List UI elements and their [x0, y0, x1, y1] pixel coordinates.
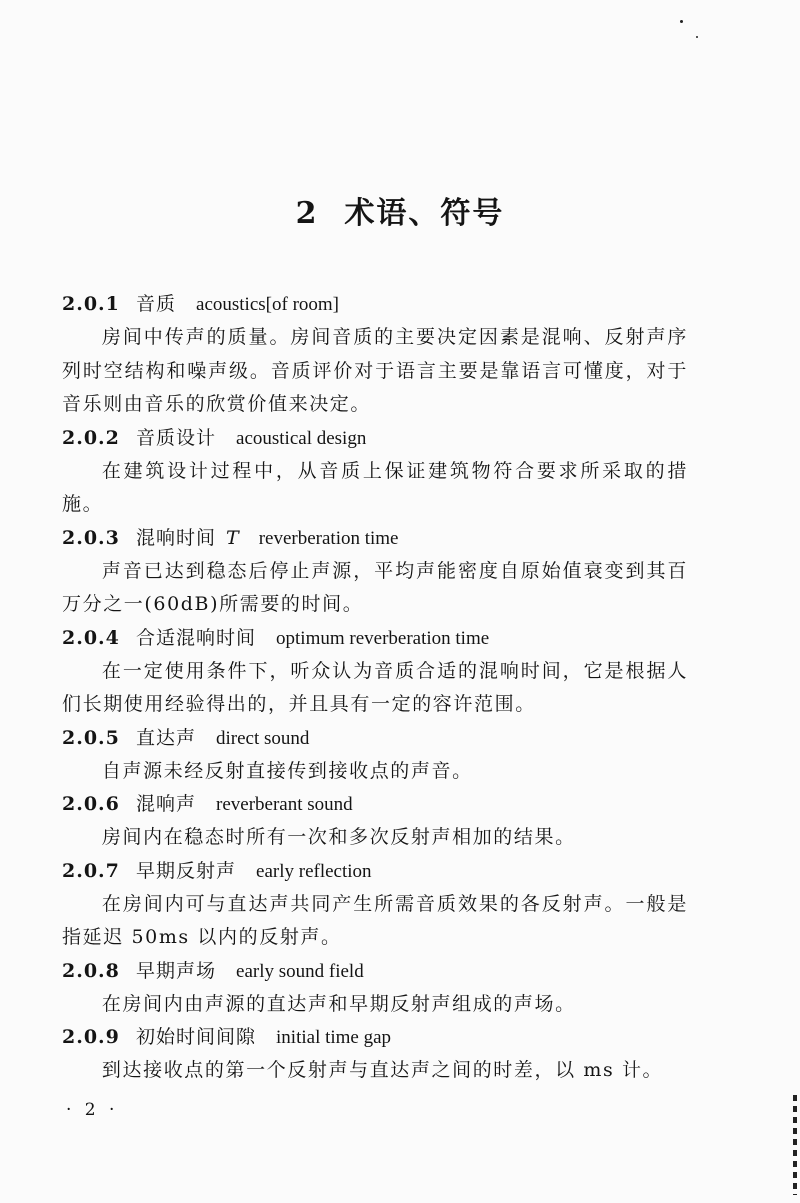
scan-edge-mark	[793, 1095, 797, 1195]
term-chinese: 音质设计	[136, 426, 217, 449]
term-number: 2.0.7	[62, 859, 120, 882]
term-chinese: 早期反射声	[136, 859, 237, 882]
term-symbol: T	[226, 526, 239, 549]
term-number: 2.0.3	[62, 526, 120, 549]
term-number: 2.0.2	[62, 426, 120, 449]
term-number: 2.0.6	[62, 793, 120, 815]
term-definition: 在房间内可与直达声共同产生所需音质效果的各反射声。一般是指延迟 50ms 以内的反射声。	[62, 892, 688, 948]
term-definition: 到达接收点的第一个反射声与直达声之间的时差，以 ms 计。	[101, 1059, 664, 1081]
chapter-heading: 术语、符号	[344, 196, 505, 231]
term-definition: 房间中传声的质量。房间音质的主要决定因素是混响、反射声序列时空结构和噪声级。音质评价对于语言主要是靠语言可懂度，对于音乐则由音乐的欣赏价值来决定。	[62, 326, 688, 415]
term-entry	[62, 788, 688, 855]
term-heading	[62, 288, 688, 321]
term-english: acoustical design	[236, 427, 367, 449]
term-heading	[62, 788, 688, 821]
term-heading	[62, 855, 688, 888]
term-definition: 在一定使用条件下，听众认为音质合适的混响时间，它是根据人们长期使用经验得出的，并且具有一定的容许范围。	[62, 659, 688, 715]
term-entry	[62, 955, 688, 1022]
page-number: · 2 ·	[66, 1100, 119, 1120]
scan-dot	[680, 20, 683, 23]
term-number: 2.0.5	[62, 726, 120, 749]
term-heading	[62, 722, 688, 755]
chapter-title	[0, 188, 800, 232]
term-entry	[62, 622, 688, 722]
term-number: 2.0.9	[62, 1026, 120, 1048]
term-english: optimum reverberation time	[276, 627, 490, 649]
term-heading	[62, 622, 688, 655]
term-entry	[62, 722, 688, 789]
term-number: 2.0.1	[62, 293, 120, 315]
term-entry	[62, 422, 688, 522]
term-definition: 在建筑设计过程中，从音质上保证建筑物符合要求所采取的措施。	[62, 459, 688, 515]
term-chinese: 混响声	[136, 793, 197, 815]
term-definition: 声音已达到稳态后停止声源，平均声能密度自原始值衰变到其百万分之一(60dB)所需要的时间。	[62, 559, 688, 615]
term-chinese: 混响时间	[136, 526, 217, 549]
term-definition: 在房间内由声源的直达声和早期反射声组成的声场。	[101, 992, 576, 1015]
term-number: 2.0.4	[62, 626, 120, 649]
term-entry	[62, 288, 688, 422]
scan-dot	[696, 36, 698, 38]
term-entry	[62, 855, 688, 955]
term-heading	[62, 1021, 688, 1054]
term-english: reverberation time	[258, 527, 399, 549]
term-heading	[62, 522, 688, 555]
term-english: early reflection	[256, 860, 372, 882]
term-english: reverberant sound	[216, 794, 353, 815]
term-english: initial time gap	[276, 1027, 392, 1048]
term-definition: 房间内在稳态时所有一次和多次反射声相加的结果。	[101, 826, 576, 848]
chapter-number: 2	[295, 196, 319, 231]
term-chinese: 直达声	[136, 726, 197, 749]
term-list	[62, 288, 688, 1088]
term-definition: 自声源未经反射直接传到接收点的声音。	[101, 759, 473, 782]
term-heading	[62, 422, 688, 455]
term-chinese: 音质	[136, 293, 177, 315]
term-english: direct sound	[216, 727, 310, 749]
term-english: early sound field	[236, 960, 364, 982]
term-chinese: 初始时间间隙	[136, 1026, 257, 1048]
term-english: acoustics[of room]	[196, 294, 339, 315]
term-chinese: 早期声场	[136, 959, 217, 982]
term-chinese: 合适混响时间	[136, 626, 257, 649]
term-heading	[62, 955, 688, 988]
term-entry	[62, 522, 688, 622]
term-number: 2.0.8	[62, 959, 120, 982]
term-entry	[62, 1021, 688, 1088]
